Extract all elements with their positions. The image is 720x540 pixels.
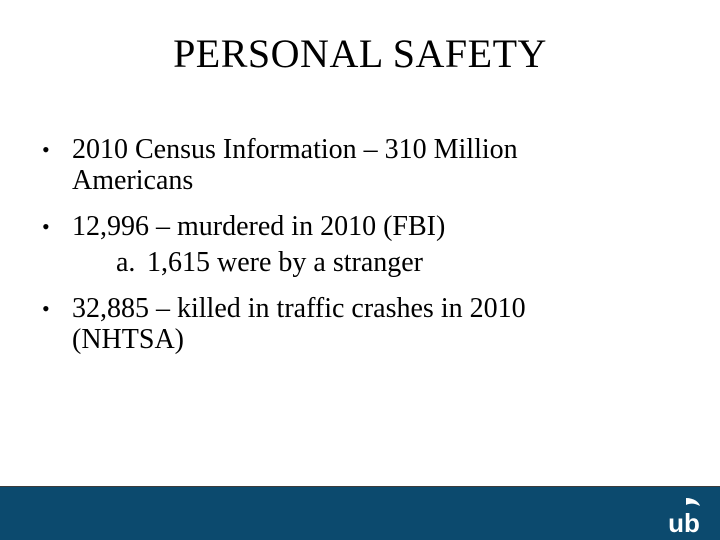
bullet-dot-icon: • bbox=[42, 137, 50, 162]
bullet-item bbox=[40, 134, 640, 196]
footer-bar bbox=[0, 486, 720, 540]
bullet-item bbox=[40, 211, 640, 242]
sub-item-label: a. bbox=[116, 247, 136, 278]
bullet-dot-icon: • bbox=[42, 296, 50, 321]
bullet-item bbox=[40, 293, 640, 355]
slide-title: PERSONAL SAFETY bbox=[173, 31, 547, 76]
slide-body bbox=[40, 134, 640, 370]
bullet-text: 32,885 – killed in traffic crashes in 2010 (NHTSA) bbox=[72, 293, 526, 355]
ub-logo-icon bbox=[664, 495, 704, 535]
sub-item bbox=[40, 247, 640, 278]
sub-item-text: 1,615 were by a stranger bbox=[147, 247, 424, 278]
logo-text: ub bbox=[668, 508, 700, 535]
bullet-text: 2010 Census Information – 310 Million Americans bbox=[72, 134, 518, 196]
bullet-dot-icon: • bbox=[42, 214, 50, 239]
bullet-text: 12,996 – murdered in 2010 (FBI) bbox=[72, 211, 446, 242]
